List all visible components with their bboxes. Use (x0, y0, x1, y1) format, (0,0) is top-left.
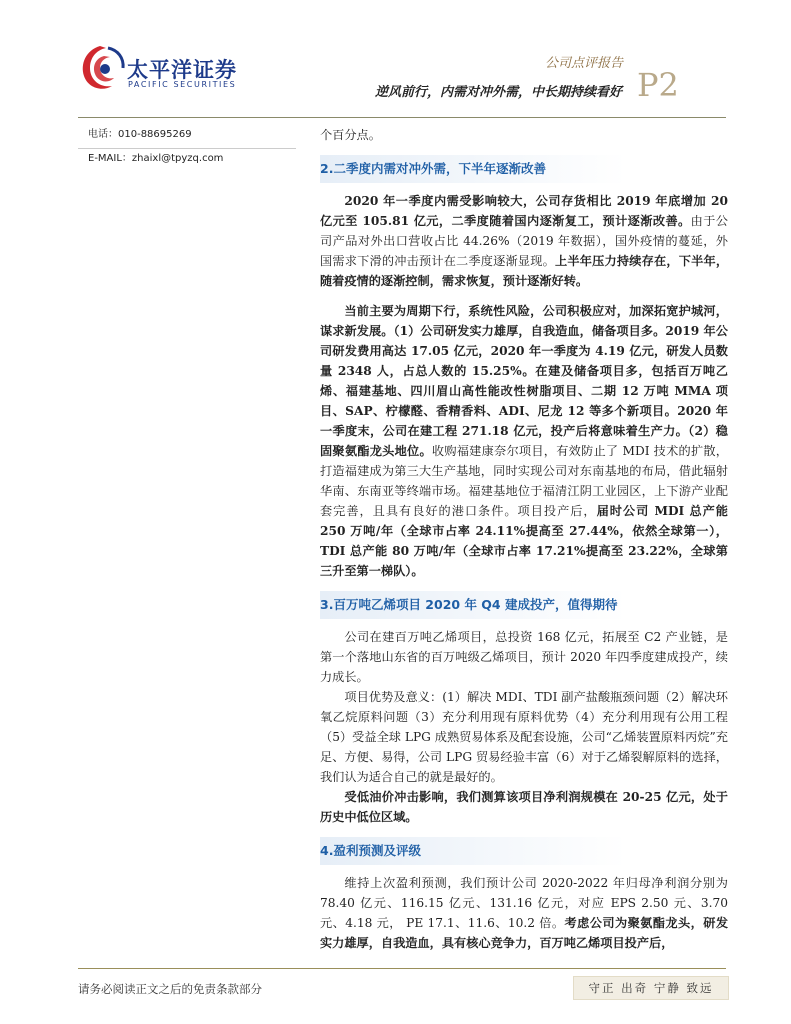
brand-name-en: PACIFIC SECURITIES (128, 80, 237, 89)
section-3-paragraph-2: 项目优势及意义：(1）解决 MDI、TDI 副产盐酸瓶颈问题（2）解决环氧乙烷原料问题（3）充分利用现有原料优势（4）充分利用现有公用工程（5）受益全球 LPG 成熟贸易体系及配套设施，公司“乙烯装置原料丙烷”充足、方便、易得，公司 LPG 贸易经验丰富（6）对于乙烯裂解原料的选择，我们认为适合自己的就是最好的。 (320, 690, 728, 784)
s2-p1-bold-c: 上半年压力持续存在，下半年，随着疫情的逐渐控制，需求恢复，预计逐渐好转。 (320, 254, 729, 288)
s2-p2-bold-a: 当前主要为周期下行，系统性风险，公司积极应对，加深拓宽护城河，谋求新发展。（1）公司研发实力雄厚，自我造血，储备项目多。2019 年公司研发费用高达 17.05 亿元，2020 年一季度为 4.19 亿元，研发人员数量 2348 人，占总人数的 15.25%。在建及储备项目多，包括百万吨乙烯、福建基地、四川眉山高性能改性树脂项目、二期 12 万吨 MMA 项目、SAP、柠檬醛、香精香料、ADI、尼龙 12 等多个新项目。2020 年一季度末，公司在建工程 271.18 亿元，投产后将意味着生产力。（2）稳固聚氨酯龙头地位。 (320, 304, 728, 458)
s4-p1-bold: 考虑公司为聚氨酯龙头，研发实力雄厚，自我造血，具有核心竞争力，百万吨乙烯项目投产后， (320, 916, 729, 950)
section-4-paragraph-1 (320, 873, 728, 953)
report-type: 公司点评报告 (544, 56, 623, 71)
footer-divider (78, 968, 726, 969)
contact-info (88, 128, 223, 176)
disclaimer-note: 请务必阅读正文之后的免责条款部分 (78, 982, 262, 996)
section-4-title: 4.盈利预测及评级 (320, 837, 728, 865)
section-3-title: 3.百万吨乙烯项目 2020 年 Q4 建成投产，值得期待 (320, 591, 728, 619)
section-2-title: 2.二季度内需对冲外需，下半年逐渐改善 (320, 155, 728, 183)
section-3-paragraph-1: 公司在建百万吨乙烯项目，总投资 168 亿元，拓展至 C2 产业链，是第一个落地山东省的百万吨级乙烯项目，预计 2020 年四季度建成投产，续力成长。 (320, 630, 728, 684)
s2-p1-bold-a: 2020 年一季度内需受影响较大，公司存货相比 2019 年底增加 20 亿元至 105.81 亿元，二季度随着国内逐渐复工，预计逐渐改善。 (320, 194, 728, 228)
report-title: 逆风前行，内需对冲外需，中长期持续看好 (374, 85, 622, 100)
contact-divider (78, 148, 296, 149)
email: E-MAIL：zhaixl@tpyzq.com (88, 153, 224, 164)
logo-emblem-icon (78, 42, 128, 94)
page-number: P2 (637, 66, 679, 104)
section-3-paragraph-3 (320, 787, 728, 827)
section-2-paragraph-2 (320, 301, 728, 581)
s4-p1-text: 维持上次盈利预测，我们预计公司 2020-2022 年归母净利润分别为 78.40 亿元、116.15 亿元、131.16 亿元，对应 EPS 2.50 元、3.70 元、4.18 元， PE 17.1、11.6、10.2 倍。 (320, 876, 728, 930)
section-2-paragraph-1 (320, 191, 728, 291)
continued-text: 个百分点。 (320, 128, 381, 142)
s3-p3-bold: 受低油价冲击影响，我们测算该项目净利润规模在 20-25 亿元，处于历史中低位区域。 (320, 790, 728, 824)
s2-p2-bold-c: 届时公司 MDI 总产能 250 万吨/年（全球市占率 24.11%提高至 27.44%，依然全球第一），TDI 总产能 80 万吨/年（全球市占率 17.21%提高至 23.22%，全球第三升至第一梯队）。 (320, 504, 728, 578)
phone: 电话：010-88695269 (88, 129, 192, 140)
brand-name-cn: 太平洋证券 (127, 58, 237, 82)
s2-p1-text: 由于公司产品对外出口营收占比 44.26%（2019 年数据），国外疫情的蔓延，外国需求下滑的冲击预计在二季度逐渐显现。 (320, 214, 728, 268)
header-divider (78, 117, 726, 118)
s2-p2-text: 收购福建康奈尔项目，有效防止了 MDI 技术的扩散，打造福建成为第三大生产基地，同时实现公司对东南基地的布局，借此辐射华南、东南亚等终端市场。福建基地位于福清江阴工业园区，上下游产业配套完善，且具有良好的港口条件。项目投产后， (320, 444, 728, 518)
main-content (320, 125, 728, 953)
company-motto: 守正 出奇 宁静 致远 (573, 976, 729, 1000)
